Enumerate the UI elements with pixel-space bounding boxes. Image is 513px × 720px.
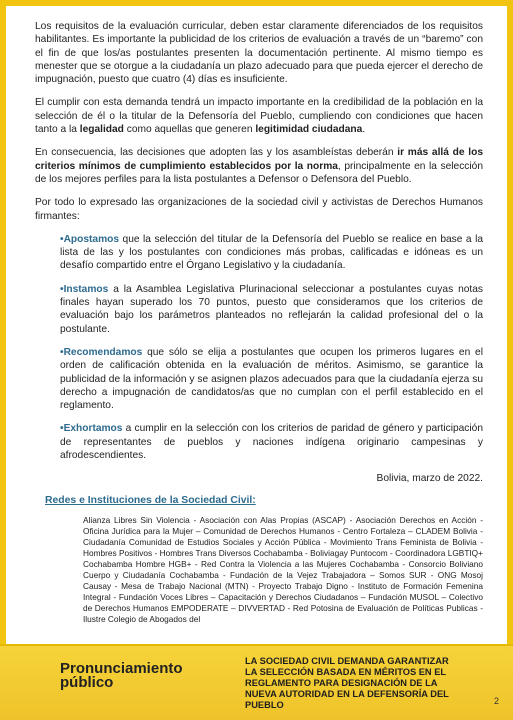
bullet-item: •Instamos a la Asamblea Legislativa Plurinacional seleccionar a postulantes cuyas notas finales hayan superado los 70 puntos, puesto que consideramos que los criterios de evaluación bajo los parámetros planteados no reflejarán la calidad profesional del o la postulante. bbox=[60, 283, 483, 335]
bullet-item: •Exhortamos a cumplir en la selección con los criterios de paridad de género y participación de representantes de pueblos y naciones indígena originario campesinas y afrodescendientes. bbox=[60, 423, 483, 462]
networks-list: Alianza Libres Sin Violencia - Asociación con Alas Propias (ASCAP) - Asociación Derechos en Acción - Oficina Jurídica para la Mujer – Comunidad de Derechos Humanos - Centro Fortaleza – CLADEM Bolivia - Ciudadanía Comunidad de Estudios Sociales y Acción Pública - Movimiento Trans Feminista de Bolivia - Hombres Positivos - Hombres Trans Diversos Cochabamba - Boliviagay Puntocom - Coordinadora LGBTIQ+ Cochabamba Hombre HGB+ - Red Contra la Violencia a las Mujeres Cochabamba - Consorcio Boliviano Cuerpo y Ciudadanía Cochabamba - Fundación de la Vejez Trabajadora – Somos SUR - ONG Mosoj Causay - Mesa de Trabajo Nacional (MTN) - Proyecto Trabajo Digno - Instituto de Formación Femenina Integral - Fundación Voces Libres – Capacitación y Derechos Ciudadanos – Fundación MUSOL – Colectivo de Derechos Humanos EMPODERATE – DIVVERTAD - Red Potosina de Evaluación de Políticas Publicas - Ilustre Colegio de Abogados del bbox=[83, 514, 483, 624]
bullet-lead: •Instamos bbox=[60, 283, 109, 295]
networks-title: Redes e Instituciones de la Sociedad Civil: bbox=[45, 494, 256, 506]
date-line: Bolivia, marzo de 2022. bbox=[376, 473, 483, 485]
left-border bbox=[0, 0, 6, 720]
paragraph-1: Los requisitos de la evaluación curricular, deben estar claramente diferenciados de los requisitos habilitantes. Es importante la publicidad de los criterios de evaluación a través de un “baremo” con el fin de que los/as postulantes presenten la documentación pertinente. Al mismo tiempo es menester que se otorgue a la ciudadanía un plazo adecuado para que pueda ejercer el derecho de impugnación, puesto que cuatro (4) días es insuficiente. bbox=[35, 21, 483, 86]
bullet-lead: •Recomendamos bbox=[60, 346, 143, 358]
paragraph-2: El cumplir con esta demanda tendrá un impacto importante en la credibilidad de la población en la selección de él o la titular de la Defensoría del Pueblo, cumpliendo con condiciones que hacen tanto a la legalidad como aquellas que generen legitimidad ciudadana. bbox=[35, 97, 483, 136]
paragraph-4: Por todo lo expresado las organizaciones de la sociedad civil y activistas de Derechos Humanos firmantes: bbox=[35, 197, 483, 222]
footer-title: Pronunciamiento público bbox=[60, 660, 183, 691]
footer-subtitle: LA SOCIEDAD CIVIL DEMANDA GARANTIZAR LA SELECCIÓN BASADA EN MÉRITOS EN EL REGLAMENTO PARA DESIGNACIÓN DE LA NUEVA AUTORIDAD EN LA DEFENSORÍA DEL PUEBLO bbox=[245, 656, 449, 710]
footer-banner bbox=[0, 644, 513, 720]
bullet-lead: •Exhortamos bbox=[60, 423, 123, 435]
paragraph-3: En consecuencia, las decisiones que adopten las y los asambleístas deberán ir más allá de los criterios mínimos de cumplimiento establecidos por la norma, principalmente en la selección de los mejores perfiles para la lista postulantes a Defensor o Defensora del Pueblo. bbox=[35, 147, 483, 185]
bullet-lead: •Apostamos bbox=[60, 233, 120, 245]
right-border bbox=[507, 0, 513, 720]
top-border bbox=[0, 0, 513, 6]
bullet-item: •Apostamos que la selección del titular de la Defensoría del Pueblo se realice en base a la lista de las y los postulantes con condiciones más probas, calificadas e idóneas es un desafío compartido entre el Órgano Legislativo y la ciudadanía. bbox=[60, 233, 483, 272]
page-number: 2 bbox=[493, 696, 499, 706]
main-content bbox=[35, 20, 483, 625]
bullet-item: •Recomendamos que sólo se elija a postulantes que ocupen los primeros lugares en el orden de calificación obtenida en la evaluación de méritos. Asimismo, se garantice la publicidad de la información y se asignen plazos adecuados para que la ciudadanía ejerza su derecho a impugnación de candidatos/as que no cumplan con el perfil establecido en el reglamento. bbox=[60, 346, 483, 412]
